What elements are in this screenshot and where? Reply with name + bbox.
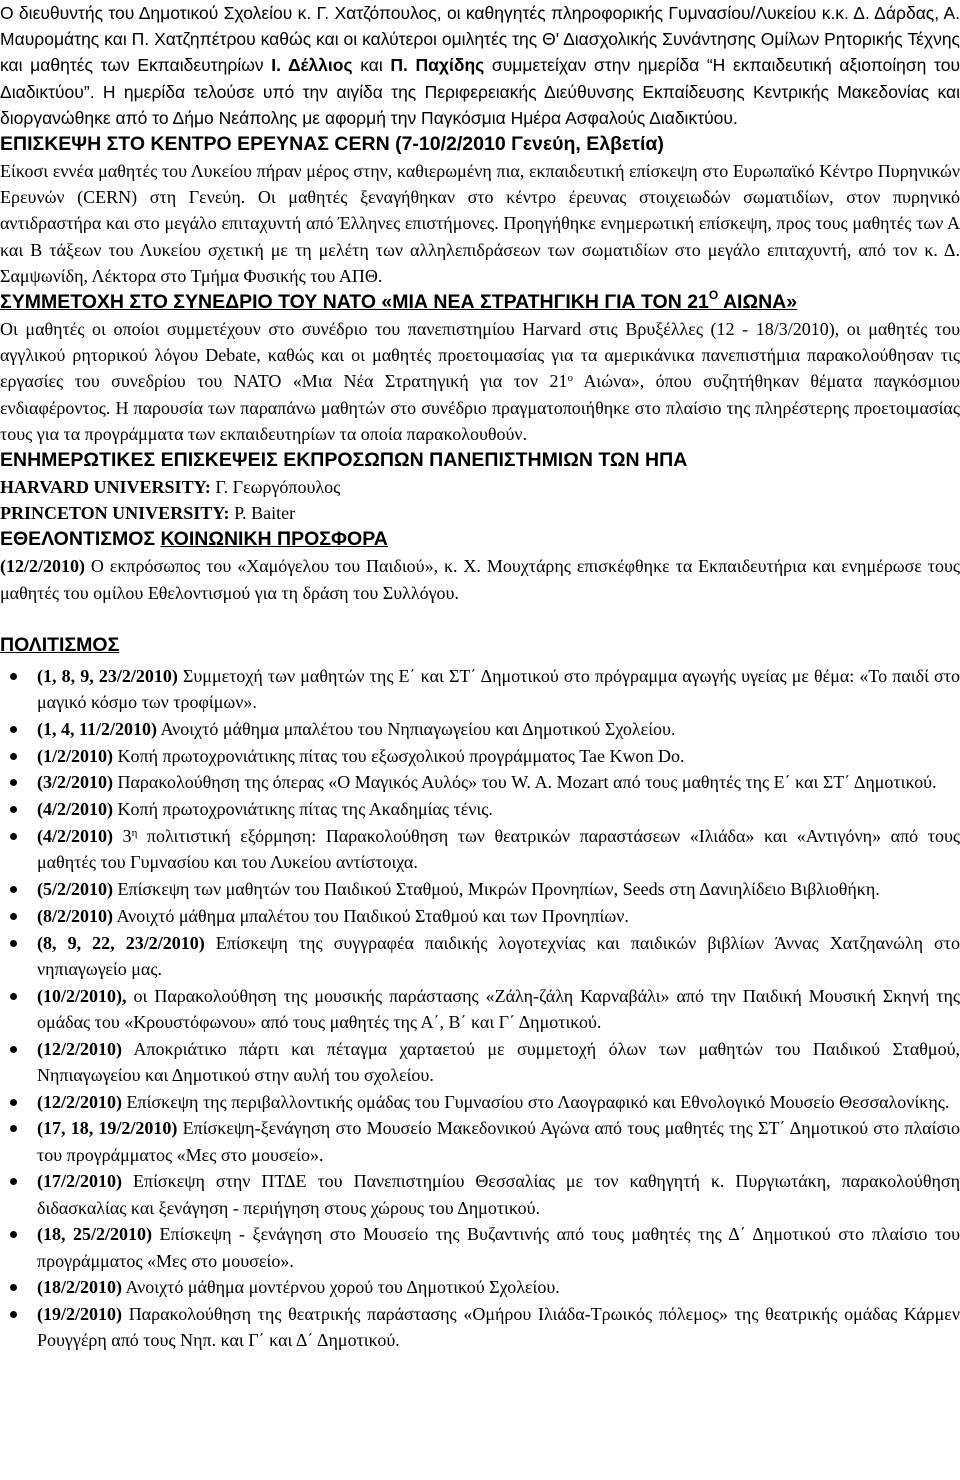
volunteer-text: Ο εκπρόσωπος του «Χαμόγελου του Παιδιού», κ. Χ. Μουχτάρης επισκέφθηκε τα Εκπαιδευτήρια και ενημέρωσε τους μαθητές του ομίλου Εθελοντισμού για τη δράση του Συλλόγου. (0, 556, 960, 603)
culture-item-date: (8/2/2010) (37, 905, 113, 926)
culture-item-date: (8, 9, 22, 23/2/2010) (37, 932, 205, 953)
culture-list-item (0, 796, 960, 822)
culture-item-text: οι Παρακολούθηση της μουσικής παράστασης «Ζάλη-ζάλη Καρναβάλι» από την Παιδική Μουσική Σκηνή της ομάδας του «Κρουστόφωνου» από τους μαθητές της Α΄, Β΄ και Γ΄ Δημοτικού. (37, 985, 960, 1032)
culture-item-date: (17/2/2010) (37, 1171, 122, 1192)
culture-list-item (0, 930, 960, 982)
culture-list-item (0, 983, 960, 1035)
culture-list-item (0, 1089, 960, 1115)
bullet-icon (10, 1125, 17, 1132)
nato-heading-part-a: ΣΥΜΜΕΤΟΧΗ ΣΤΟ ΣΥΝΕΔΡΙΟ ΤΟΥ ΝΑΤΟ «ΜΙΑ ΝΕΑ ΣΤΡΑΤΗΓΙΚΗ ΓΙΑ ΤΟΝ 21 (0, 291, 709, 314)
harvard-row (0, 474, 960, 500)
culture-item-date: (4/2/2010) (37, 826, 113, 847)
nato-heading-text (0, 288, 798, 314)
volunteer-date: (12/2/2010) (0, 556, 85, 577)
culture-list-item (0, 1274, 960, 1300)
volunteer-heading-part-a: ΕΘΕΛΟΝΤΙΣΜΟΣ (0, 528, 156, 551)
culture-list-item (0, 823, 960, 875)
culture-item-date: (1, 4, 11/2/2010) (37, 718, 157, 739)
culture-list-item (0, 1036, 960, 1088)
cern-heading: ΕΠΙΣΚΕΨΗ ΣΤΟ ΚΕΝΤΡΟ ΕΡΕΥΝΑΣ CERN (7-10/2/2010 Γενεύη, Ελβετία) (0, 133, 664, 156)
culture-list-item (0, 663, 960, 715)
bullet-icon (10, 940, 17, 947)
culture-item-text: Παρακολούθηση της θεατρικής παράστασης «Ομήρου Ιλιάδα-Τρωικός πόλεμος» της θεατρικής ομάδας Κάρμεν Ρουγγέρη από τους Νηπ. και Γ΄ και Δ΄ Δημοτικού. (37, 1304, 960, 1351)
princeton-name: Ρ. Baiter (229, 503, 296, 524)
harvard-label: HARVARD UNIVERSITY: (0, 477, 211, 498)
culture-heading (0, 632, 960, 659)
bullet-icon (10, 753, 17, 760)
bullet-icon (10, 886, 17, 893)
culture-item-text: Αποκριάτικο πάρτι και πέταγμα χαρταετού με συμμετοχή όλων των μαθητών του Παιδικού Σταθμού, Νηπιαγωγείου και Δημοτικού στην αυλή του σχολείου. (37, 1038, 960, 1085)
intro-text-c: συμμετείχαν στην ημερίδα “Η εκπαιδευτική αξιοποίηση του Διαδικτύου”. Η ημερίδα τελούσε υπό την αιγίδα της Περιφερειακής Διεύθυνσης Εκπαίδευσης Κεντρικής Μακεδονίας και διοργανώθηκε από το Δήμο Νεάπολης με αφορμή την Παγκόσμια Ημέρα Ασφαλούς Διαδικτύου. (0, 55, 960, 128)
bullet-icon (10, 993, 17, 1000)
bullet-icon (10, 779, 17, 786)
culture-item-date: (12/2/2010) (37, 1091, 122, 1112)
bullet-icon (10, 1046, 17, 1053)
section-spacer (0, 606, 960, 632)
volunteer-paragraph (0, 553, 960, 605)
culture-item-date: (19/2/2010) (37, 1304, 122, 1325)
culture-item-text: Κοπή πρωτοχρονιάτικης πίτας του εξωσχολικού προγράμματος Tae Kwon Do. (113, 745, 685, 766)
intro-paragraph (0, 0, 960, 131)
culture-item-text: Επίσκεψη των μαθητών του Παιδικού Σταθμού, Μικρών Προνηπίων, Seeds στη Δανιηλίδειο Βιβλιοθήκη. (113, 879, 880, 900)
bullet-icon (10, 673, 17, 680)
culture-item-date: (17, 18, 19/2/2010) (37, 1118, 178, 1139)
bullet-icon (10, 1311, 17, 1318)
culture-item-sup: η (131, 827, 138, 840)
culture-list-item (0, 1221, 960, 1273)
usa-heading: ΕΝΗΜΕΡΩΤΙΚΕΣ ΕΠΙΣΚΕΨΕΙΣ ΕΚΠΡΟΣΩΠΩΝ ΠΑΝΕΠΙΣΤΗΜΙΩΝ ΤΩΝ ΗΠΑ (0, 449, 688, 472)
nato-text-a: Οι μαθητές οι οποίοι συμμετέχουν στο συνέδριο του πανεπιστημίου Harvard στις Βρυξέλλες (12 - 18/3/2010), οι μαθητές του αγγλικού ρητορικού λόγου Debate, καθώς και οι μαθητές προετοιμασίας για τα αμερικάνικα πανεπιστήμια παρακολούθησαν τις εργασίες του συνεδρίου του ΝΑΤΟ «Μια Νέα Στρατηγική για τον 21 (0, 319, 960, 392)
culture-list-item (0, 1115, 960, 1167)
culture-list-item (0, 876, 960, 902)
nato-text-sup: ο (567, 372, 573, 385)
culture-item-text: Ανοιχτό μάθημα μοντέρνου χορού του Δημοτικού Σχολείου. (122, 1277, 560, 1298)
culture-item-text: Επίσκεψη-ξενάγηση στο Μουσείο Μακεδονικού Αγώνα από τους μαθητές της ΣΤ΄ Δημοτικού στο πλαίσιο του προγράμματος «Μες στο μουσείο». (37, 1118, 960, 1165)
culture-list-item (0, 716, 960, 742)
bullet-icon (10, 1231, 17, 1238)
bullet-icon (10, 833, 17, 840)
harvard-name: Γ. Γεωργόπουλος (210, 477, 341, 498)
intro-bold-name-1: Ι. Δέλλιος (271, 55, 353, 76)
culture-item-date: (4/2/2010) (37, 799, 113, 820)
culture-item-date: (1, 8, 9, 23/2/2010) (37, 665, 178, 686)
bullet-icon (10, 726, 17, 733)
intro-text-b: και (352, 55, 391, 76)
culture-item-text: πολιτιστική εξόρμηση: Παρακολούθηση των θεατρικών παραστάσεων «Ιλιάδα» και «Αντιγόνη» από τους μαθητές του Γυμνασίου και του Λυκείου αντίστοιχα. (37, 826, 960, 873)
culture-item-text: Παρακολούθηση της όπερας «Ο Μαγικός Αυλός» του W. A. Mozart από τους μαθητές της Ε΄ και ΣΤ΄ Δημοτικού. (113, 772, 937, 793)
culture-item-text: Κοπή πρωτοχρονιάτικης πίτας της Ακαδημίας τένις. (113, 799, 493, 820)
nato-heading-sup: Ο (708, 288, 719, 303)
intro-text-a: Ο διευθυντής του Δημοτικού Σχολείου κ. Γ. Χατζόπουλος, οι καθηγητές πληροφορικής Γυμνασίου/Λυκείου κ.κ. Δ. Δάρδας, Α. Μαυρομάτης και Π. Χατζηπέτρου καθώς και οι καλύτεροι ομιλητές της Θ' Διασχολικής Συνάντησης Ομίλων Ρητορικής Τέχνης και μαθητές των Εκπαιδευτηρίων (0, 3, 960, 76)
cern-paragraph: Είκοσι εννέα μαθητές του Λυκείου πήραν μέρος στην, καθιερωμένη πια, εκπαιδευτική επίσκεψη στο Ευρωπαϊκό Κέντρο Πυρηνικών Ερευνών (CERN) στη Γενεύη. Οι μαθητές ξεναγήθηκαν στο κέντρο έρευνας στοιχειωδών σωματιδίων, στον πυρηνικό αντιδραστήρα και στο μεγάλο επιταχυντή από Έλληνες επιστήμονες. Προηγήθηκε ενημερωτική επίσκεψη, προς τους μαθητές των Α και Β τάξεων του Λυκείου σχετική με τη μελέτη των αλληλεπιδράσεων των σωματιδίων στο μεγάλο επιταχυντή, από τον κ. Δ. Σαμψωνίδη, Λέκτορα στο Τμήμα Φυσικής του ΑΠΘ. (0, 161, 960, 286)
bullet-icon (10, 1178, 17, 1185)
culture-item-text: Επίσκεψη στην ΠΤΔΕ του Πανεπιστημίου Θεσσαλίας με τον καθηγητή κ. Πυργιωτάκη, παρακολούθηση διδασκαλίας και ξενάγηση - περιήγηση στους χώρους του Δημοτικού. (37, 1171, 960, 1218)
bullet-icon (10, 1099, 17, 1106)
culture-item-text-prefix: 3 (113, 826, 132, 847)
culture-item-date: (1/2/2010) (37, 745, 113, 766)
culture-item-date: (10/2/2010), (37, 985, 127, 1006)
culture-list-item (0, 769, 960, 795)
culture-item-text: Επίσκεψη - ξενάγηση στο Μουσείο της Βυζαντινής από τους μαθητές της Δ΄ Δημοτικού στο πλαίσιο του προγράμματος «Μες στο μουσείο». (37, 1224, 960, 1271)
culture-list-item (0, 903, 960, 929)
culture-item-date: (12/2/2010) (37, 1038, 122, 1059)
volunteer-heading-part-b: ΚΟΙΝΩΝΙΚΗ ΠΡΟΣΦΟΡΑ (160, 528, 388, 551)
culture-list-item (0, 1168, 960, 1220)
nato-paragraph (0, 316, 960, 447)
culture-item-text: Συμμετοχή των μαθητών της Ε΄ και ΣΤ΄ Δημοτικού στο πρόγραμμα αγωγής υγείας με θέμα: «Το παιδί στο μαγικό κόσμο των τροφίμων». (37, 665, 960, 713)
culture-item-text: Επίσκεψη της συγγραφέα παιδικής λογοτεχνίας και παιδικών βιβλίων Άννας Χατζηανώλη στο νηπιαγωγείο μας. (37, 932, 960, 979)
nato-heading (0, 289, 960, 316)
princeton-label: PRINCETON UNIVERSITY: (0, 503, 230, 524)
culture-list-item (0, 743, 960, 769)
bullet-icon (10, 1284, 17, 1291)
bullet-icon (10, 913, 17, 920)
nato-text-b: Αιώνα», όπου συζητήθηκαν θέματα παγκόσμιου ενδιαφέροντος. Η παρουσία των παραπάνω μαθητών στο συνέδριο πραγματοποιήθηκε στο πλαίσιο της πληρέστερης προετοιμασίας τους για τα προγράμματα των εκπαιδευτηρίων τα οποία παρακολουθούν. (0, 371, 960, 444)
bullet-icon (10, 806, 17, 813)
culture-item-date: (3/2/2010) (37, 772, 113, 793)
intro-bold-name-2: Π. Παχίδης (390, 55, 485, 76)
culture-list-item (0, 1301, 960, 1353)
culture-item-date: (18/2/2010) (37, 1277, 122, 1298)
culture-item-text: Επίσκεψη της περιβαλλοντικής ομάδας του Γυμνασίου στο Λαογραφικό και Εθνολογικό Μουσείο Θεσσαλονίκης. (122, 1091, 950, 1112)
nato-heading-part-b: ΑΙΩΝΑ» (718, 291, 798, 314)
culture-item-text: Ανοιχτό μάθημα μπαλέτου του Νηπιαγωγείου και Δημοτικού Σχολείου. (157, 718, 676, 739)
culture-heading-text: ΠΟΛΙΤΙΣΜΟΣ (0, 633, 120, 656)
culture-item-date: (5/2/2010) (37, 879, 113, 900)
culture-item-date: (18, 25/2/2010) (37, 1224, 153, 1245)
culture-item-text: Ανοιχτό μάθημα μπαλέτου του Παιδικού Σταθμού και των Προνηπίων. (113, 905, 629, 926)
princeton-row (0, 500, 960, 526)
culture-list (0, 663, 960, 1354)
volunteer-heading (0, 526, 960, 553)
